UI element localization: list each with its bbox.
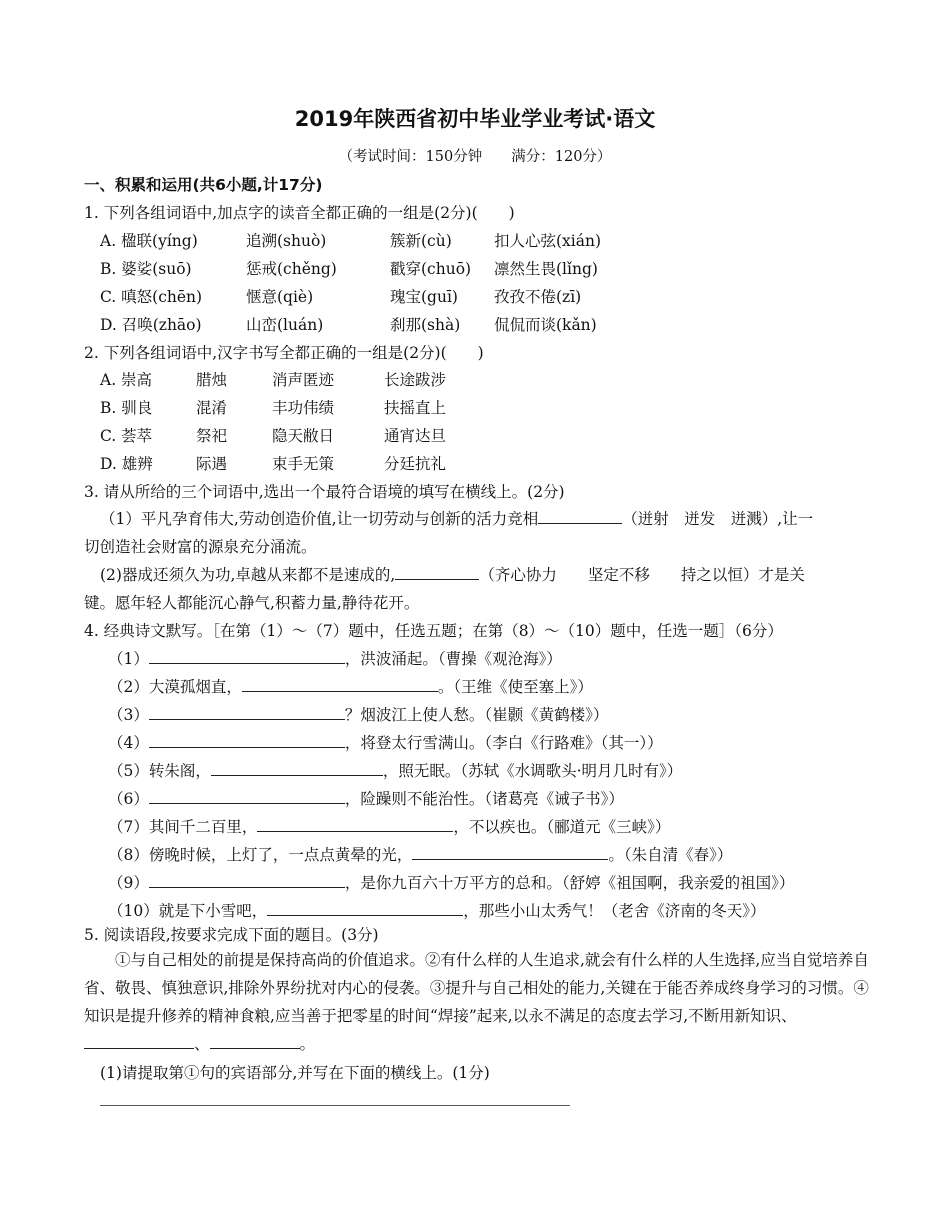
answer-blank[interactable]	[149, 704, 345, 720]
answer-blank[interactable]	[538, 508, 622, 524]
answer-blank[interactable]	[149, 788, 345, 804]
option-word: 束手无策	[272, 455, 335, 473]
option-word: 孜孜不倦(zī)	[494, 288, 582, 306]
option-word: 刹那(shà)	[390, 316, 461, 334]
recitation-prefix: （6）	[108, 790, 149, 808]
option-word: 凛然生畏(lǐng)	[494, 260, 598, 278]
recitation-item	[108, 732, 663, 754]
recitation-prefix: （10）就是下小雪吧，	[108, 902, 268, 920]
recitation-item	[108, 760, 682, 782]
question-5-sub-1: (1)请提取第①句的宾语部分,并写在下面的横线上。(1分)	[100, 1064, 490, 1082]
recitation-suffix: 。（王维《使至塞上》）	[437, 678, 593, 696]
answer-line[interactable]	[100, 1105, 570, 1106]
question-3-sentence-1	[100, 508, 813, 530]
option-word: A. 楹联(yíng)	[100, 232, 198, 250]
sentence-2-options: （齐心协力 坚定不移 持之以恒）才是关	[479, 566, 805, 584]
page-title: 2019年陕西省初中毕业学业考试·语文	[294, 107, 656, 131]
option-word: 山峦(luán)	[246, 316, 324, 334]
question-1-stem: 1. 下列各组词语中,加点字的读音全都正确的一组是(2分)( )	[84, 204, 515, 222]
option-word: C. 嗔怒(chēn)	[100, 288, 203, 306]
question-5-passage	[84, 946, 869, 1058]
answer-blank[interactable]	[210, 1033, 300, 1049]
option-word: 惬意(qiè)	[246, 288, 314, 306]
answer-blank[interactable]	[242, 676, 438, 692]
answer-blank[interactable]	[84, 1033, 194, 1049]
recitation-item	[108, 648, 562, 670]
answer-blank[interactable]	[149, 872, 345, 888]
answer-blank[interactable]	[211, 760, 383, 776]
option-word: 追溯(shuò)	[246, 232, 327, 250]
recitation-suffix: ，是你九百六十万平方的总和。（舒婷《祖国啊，我亲爱的祖国》）	[344, 874, 795, 892]
option-word: 簇新(cù)	[390, 232, 452, 250]
passage-end: 。	[299, 1035, 316, 1053]
option-word: C. 荟萃	[100, 427, 153, 445]
option-word: 扶摇直上	[384, 399, 447, 417]
option-word: 戳穿(chuō)	[390, 260, 472, 278]
option-word: D. 召唤(zhāo)	[100, 316, 202, 334]
recitation-item	[108, 788, 624, 810]
recitation-suffix: ，不以疾也。（郦道元《三峡》）	[453, 818, 671, 836]
option-word: 混淆	[196, 399, 228, 417]
recitation-prefix: （1）	[108, 650, 149, 668]
option-word: 长途跋涉	[384, 371, 447, 389]
recitation-prefix: （4）	[108, 734, 149, 752]
recitation-suffix: 。（朱自清《春》）	[608, 846, 733, 864]
recitation-suffix: ，那些小山太秀气！（老舍《济南的冬天》）	[463, 902, 766, 920]
option-word: 腊烛	[196, 371, 228, 389]
passage-text: ①与自己相处的前提是保持高尚的价值追求。②有什么样的人生追求,就会有什么样的人生选择,应当自觉培养自省、敬畏、慎独意识,排除外界纷扰对内心的侵袭。③提升与自己相处的能力,关键在于能否养成终身学习的习惯。④知识是提升修养的精神食粮,应当善于把零星的时间“焊接”起来,以永不满足的态度去学习,不断用新知识、	[84, 951, 869, 1025]
option-word: B. 婆娑(suō)	[100, 260, 192, 278]
recitation-suffix: ，洪波涌起。（曹操《观沧海》）	[344, 650, 562, 668]
recitation-item	[108, 872, 794, 894]
option-word: 隐天敝日	[272, 427, 335, 445]
answer-blank[interactable]	[149, 732, 345, 748]
recitation-prefix: （5）转朱阁，	[108, 762, 211, 780]
option-word: 惩戒(chěng)	[246, 260, 337, 278]
recitation-prefix: （2）大漠孤烟直，	[108, 678, 242, 696]
recitation-item	[108, 900, 766, 922]
question-2-stem: 2. 下列各组词语中,汉字书写全都正确的一组是(2分)( )	[84, 344, 484, 362]
option-word: 消声匿迹	[272, 371, 335, 389]
recitation-prefix: （3）	[108, 706, 149, 724]
section-heading: 一、积累和运用(共6小题,计17分)	[84, 176, 323, 194]
answer-blank[interactable]	[149, 648, 345, 664]
recitation-suffix: ，将登太行雪满山。（李白《行路难》（其一））	[344, 734, 663, 752]
sentence-1-options: （迸射 迸发 迸溅）,让一	[622, 510, 814, 528]
question-3-sentence-2-cont: 键。愿年轻人都能沉心静气,积蓄力量,静待花开。	[84, 594, 420, 612]
answer-blank[interactable]	[257, 816, 453, 832]
question-4-stem: 4. 经典诗文默写。［在第（1）～（7）题中，任选五题；在第（8）～（10）题中，任选一题］（6分）	[84, 622, 783, 640]
recitation-item	[108, 704, 608, 726]
option-word: 瑰宝(guī)	[390, 288, 458, 306]
recitation-suffix: ，险躁则不能治性。（诸葛亮《诫子书》）	[344, 790, 624, 808]
option-word: 分廷抗礼	[384, 455, 447, 473]
recitation-prefix: （9）	[108, 874, 149, 892]
option-word: D. 雄辨	[100, 455, 153, 473]
option-word: 侃侃而谈(kǎn)	[494, 316, 597, 334]
option-word: 际遇	[196, 455, 228, 473]
recitation-item	[108, 844, 732, 866]
sentence-1-text: （1）平凡孕育伟大,劳动创造价值,让一切劳动与创新的活力竞相	[100, 510, 539, 528]
option-word: 扣人心弦(xián)	[494, 232, 602, 250]
question-3-stem: 3. 请从所给的三个词语中,选出一个最符合语境的填写在横线上。(2分)	[84, 483, 565, 501]
exam-info: （考试时间：150分钟 满分：120分）	[338, 149, 612, 165]
option-word: A. 崇高	[100, 371, 153, 389]
sentence-2-text: (2)器成还须久为功,卓越从来都不是速成的,	[100, 566, 396, 584]
recitation-suffix: ？烟波江上使人愁。（崔颢《黄鹤楼》）	[344, 706, 609, 724]
question-3-sentence-1-cont: 切创造社会财富的源泉充分涌流。	[84, 538, 317, 556]
answer-blank[interactable]	[267, 900, 463, 916]
question-3-sentence-2	[100, 564, 805, 586]
question-5-stem: 5. 阅读语段,按要求完成下面的题目。(3分)	[84, 926, 379, 944]
answer-blank[interactable]	[412, 844, 608, 860]
option-word: 丰功伟绩	[272, 399, 335, 417]
recitation-item	[108, 676, 593, 698]
recitation-suffix: ，照无眠。（苏轼《水调歌头·明月几时有》）	[382, 762, 683, 780]
recitation-prefix: （7）其间千二百里，	[108, 818, 258, 836]
passage-separator: 、	[194, 1035, 210, 1053]
option-word: 通宵达旦	[384, 427, 447, 445]
recitation-prefix: （8）傍晚时候，上灯了，一点点黄晕的光，	[108, 846, 413, 864]
option-word: B. 驯良	[100, 399, 153, 417]
answer-blank[interactable]	[395, 564, 479, 580]
option-word: 祭祀	[196, 427, 228, 445]
recitation-item	[108, 816, 670, 838]
